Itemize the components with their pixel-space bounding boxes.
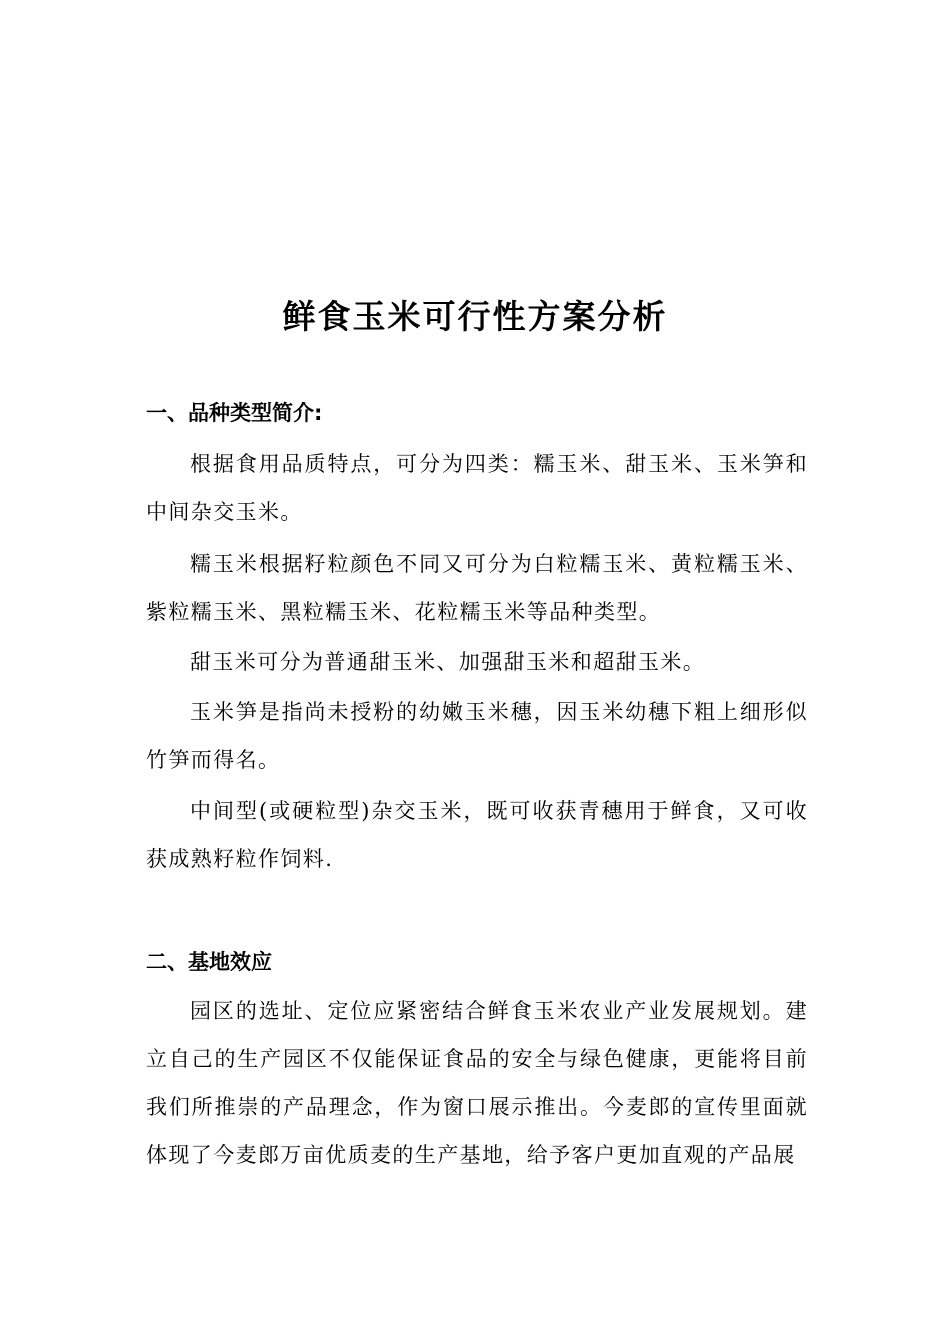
paragraph-waxy-corn: 糯玉米根据籽粒颜色不同又可分为白粒糯玉米、黄粒糯玉米、紫粒糯玉米、黑粒糯玉米、花粒糯玉米等品种类型。 — [146, 552, 808, 624]
paragraph-hybrid-corn: 中间型(或硬粒型)杂交玉米，既可收获青穗用于鲜食，又可收获成熟籽粒作饲料. — [146, 799, 808, 871]
paragraph-baby-corn: 玉米笋是指尚未授粉的幼嫩玉米穗，因玉米幼穗下粗上细形似竹笋而得名。 — [146, 700, 808, 772]
paragraph-base-effect: 园区的选址、定位应紧密结合鲜食玉米农业产业发展规划。建立自己的生产园区不仅能保证食品的安全与绿色健康，更能将目前我们所推崇的产品理念，作为窗口展示推出。今麦郎的宣传里面就体现了今麦郎万亩优质麦的生产基地，给予客户更加直观的产品展 — [146, 999, 808, 1167]
document-title: 鲜食玉米可行性方案分析 — [282, 297, 668, 336]
section-heading-base-effect: 二、基地效应 — [146, 950, 272, 974]
paragraph-sweet-corn: 甜玉米可分为普通甜玉米、加强甜玉米和超甜玉米。 — [190, 650, 706, 674]
paragraph-varieties-overview: 根据食用品质特点，可分为四类：糯玉米、甜玉米、玉米笋和中间杂交玉米。 — [146, 452, 808, 524]
section-heading-varieties: 一、品种类型简介: — [146, 401, 323, 425]
